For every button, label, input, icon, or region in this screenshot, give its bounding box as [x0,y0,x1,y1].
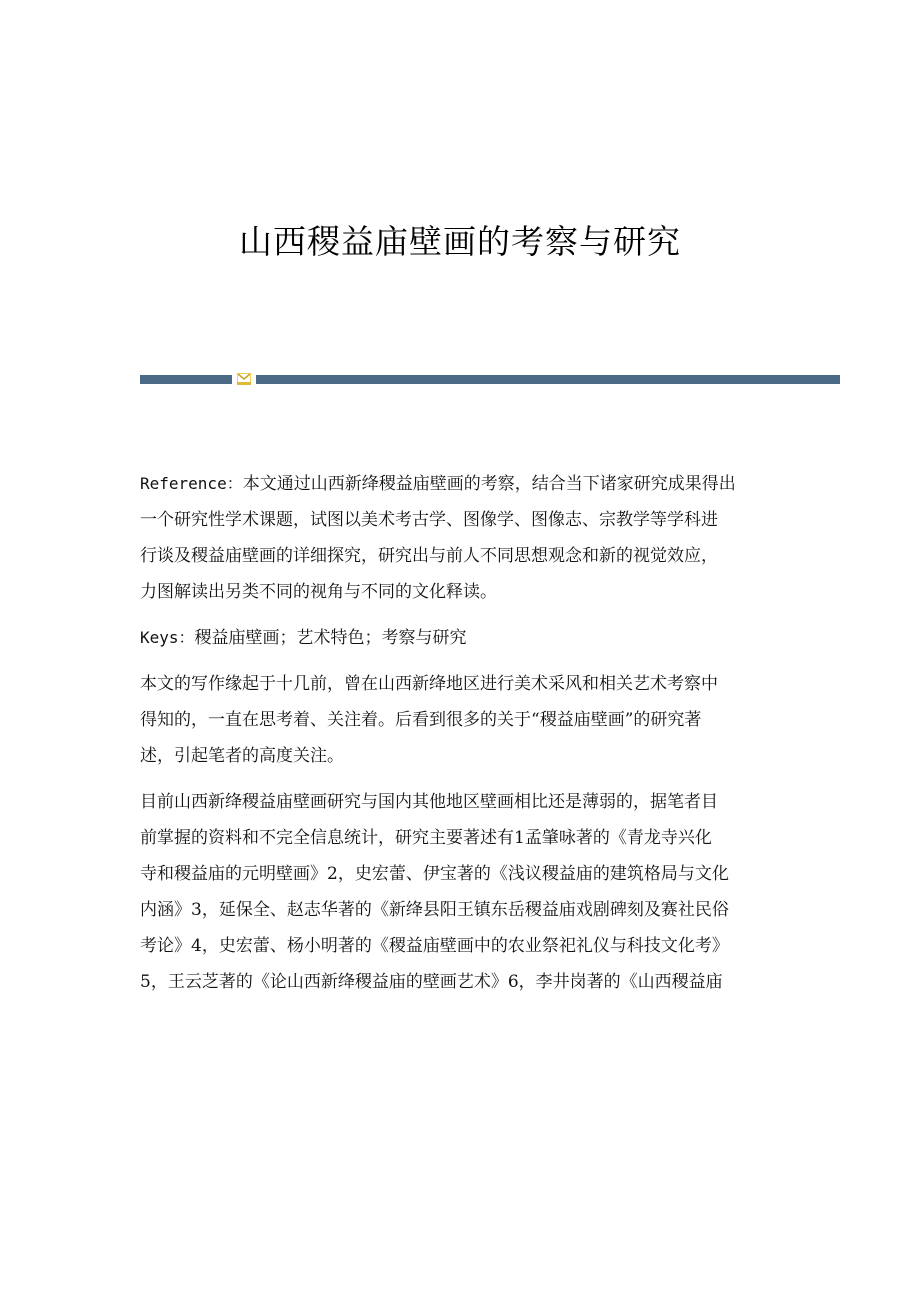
abstract-section [140,466,780,610]
paragraph-line: 5，王云芝著的《论山西新绛稷益庙的壁画艺术》6，李井岗著的《山西稷益庙 [140,972,723,992]
keywords-label: Keys： [140,628,195,647]
abstract-line-4: 力图解读出另类不同的视角与不同的文化释读。 [140,582,497,602]
keywords-line [140,620,780,656]
abstract-line-3: 行谈及稷益庙壁画的详细探究，研究出与前人不同思想观念和新的视觉效应， [140,546,718,566]
keywords-section [140,620,780,656]
paragraph-line: 目前山西新绛稷益庙壁画研究与国内其他地区壁画相比还是薄弱的，据笔者目 [140,792,718,812]
paragraph-line: 内涵》3，延保全、赵志华著的《新绛县阳王镇东岳稷益庙戏剧碑刻及赛社民俗 [140,900,729,920]
paragraph-1 [140,666,780,774]
paragraph-line: 前掌握的资料和不完全信息统计，研究主要著述有1孟肇咏著的《青龙寺兴化 [140,828,712,848]
abstract-line-1 [140,466,780,502]
abstract-label: Reference： [140,474,243,493]
abstract-line-2: 一个研究性学术课题，试图以美术考古学、图像学、图像志、宗教学等学科进 [140,510,718,530]
paragraph-line: 考论》4，史宏蕾、杨小明著的《稷益庙壁画中的农业祭祀礼仪与科技文化考》 [140,936,729,956]
paragraph-line: 述，引起笔者的高度关注。 [140,746,344,766]
document-title: 山西稷益庙壁画的考察与研究 [239,222,681,261]
paragraph-2 [140,784,780,1000]
paragraph-line: 本文的写作缘起于十几前，曾在山西新绛地区进行美术采风和相关艺术考察中 [140,674,718,694]
divider-ornament-icon [237,373,251,385]
title-divider-left [140,375,232,384]
keywords-text: 稷益庙壁画；艺术特色；考察与研究 [194,628,467,648]
paragraph-line: 寺和稷益庙的元明壁画》2，史宏蕾、伊宝著的《浅议稷益庙的建筑格局与文化 [140,864,729,884]
paragraph-line: 得知的，一直在思考着、关注着。后看到很多的关于“稷益庙壁画”的研究著 [140,710,702,730]
title-divider-right [256,375,840,384]
document-body [140,466,780,1010]
abstract-text: 本文通过山西新绛稷益庙壁画的考察，结合当下诸家研究成果得出 [242,474,736,494]
